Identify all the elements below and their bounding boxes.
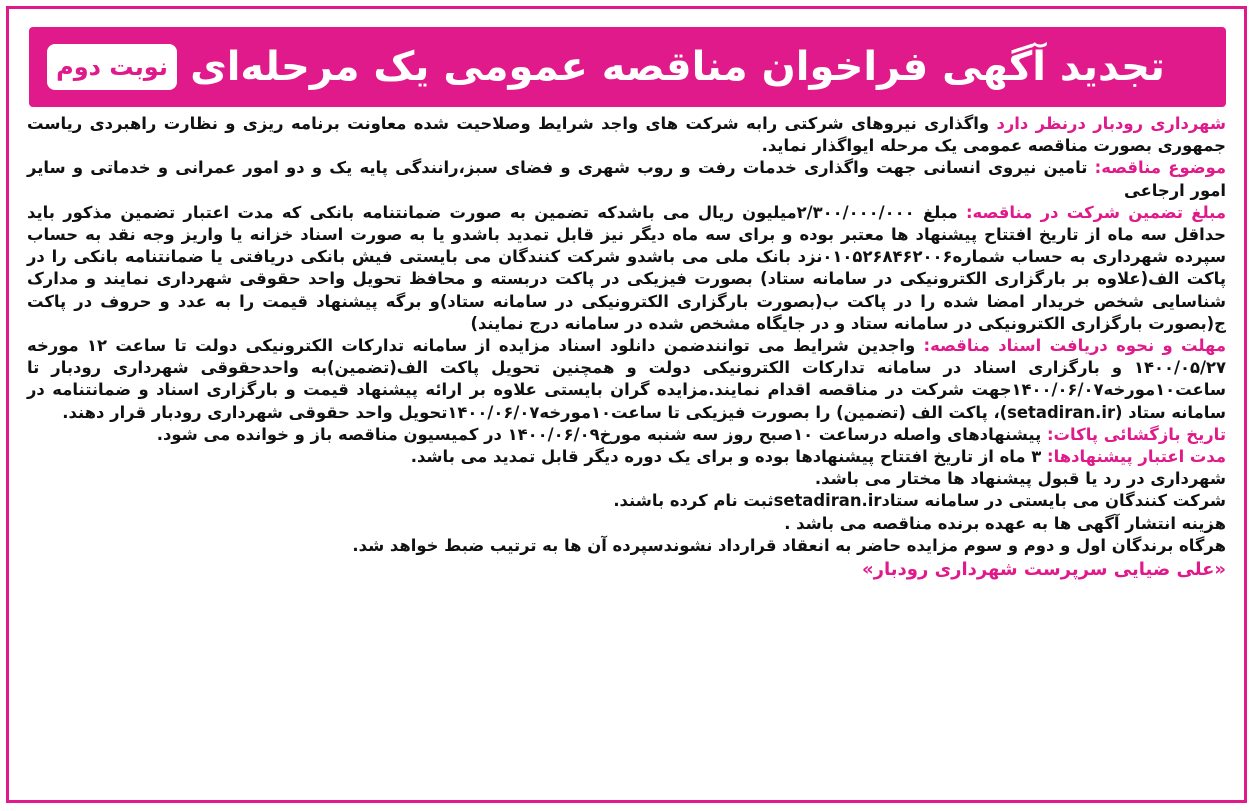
advertisement-frame [6,6,1247,803]
intro-paragraph [27,113,1226,157]
guarantee-label: مبلغ تضمین شرکت در مناقصه: [965,202,1227,222]
subject-label: موضوع مناقصه: [1094,158,1226,178]
documents-paragraph [27,335,1226,424]
page-title: تجدید آگهی فراخوان مناقصه عمومی یک مرحله‌ای [190,44,1165,90]
subject-text: تامین نیروی انسانی جهت واگذاری خدمات رفت و روب شهری و فضای سبز،رانندگی پایه یک و دو امور عمرانی و خدماتی و سایر امور ارجاعی [27,158,1226,200]
guarantee-paragraph [27,202,1226,335]
note-line: هزینه انتشار آگهی ها به عهده برنده مناقصه می باشد . [784,513,1226,533]
opening-label: تاریخ بازگشائی پاکات: [1047,424,1226,444]
note-line: شرکت کنندگان می بایستی در سامانه ستادsetadiran.irثبت نام کرده باشند. [613,491,1226,511]
intro-label: شهرداری رودبار درنظر دارد [996,114,1226,133]
documents-text: واجدین شرایط می توانندضمن دانلود اسناد مزایده از سامانه تدارکات الکترونیکی دولت تا ساعت ۱۲ مورخه ۱۴۰۰/۰۵/۲۷ و بارگزاری اسناد در سامانه تدارکات الکترونیکی دولت و همچنین تحویل پاکت الف(تضمین)به واحدحقوقی شهرداری رودبار تا ساعت۱۰مورخه۱۴۰۰/۰۶/۰۷جهت شرکت در مناقصه اقدام نمایند.مزایده گران بایستی علاوه بر ارائه پیشنهاد قیمت و بارگزاری اسناد و ضمانتنامه در سامانه ستاد (setadiran.ir)، پاکت الف (تضمین) را بصورت فیزیکی تا ساعت۱۰مورخه۱۴۰۰/۰۶/۰۷تحویل واحد حقوقی شهرداری رودبار قرار دهند. [27,336,1226,422]
validity-paragraph [27,446,1226,468]
note-line: شهرداری در رد یا قبول پیشنهاد ها مختار می باشد. [814,469,1226,489]
validity-label: مدت اعتبار پیشنهادها: [1047,447,1226,467]
round-badge: نوبت دوم [47,44,177,90]
intro-text: واگذاری نیروهای شرکتی رابه شرکت های واجد شرایط وصلاحیت شده معاونت برنامه ریزی و نظارت راهبردی ریاست جمهوری بصورت مناقصه عمومی یک مرحله ایواگذار نماید. [27,114,1226,156]
validity-text: ۳ ماه از تاریخ افتتاح پیشنهادها بوده و برای یک دوره دیگر قابل تمدید می باشد. [410,447,1048,467]
signature: «علی ضیایی سرپرست شهرداری رودبار» [862,559,1226,581]
guarantee-text: مبلغ ۲/۳۰۰/۰۰۰/۰۰۰میلیون ریال می باشدکه تضمین به صورت ضمانتنامه بانکی که مدت اعتبار تضمین مذکور باید حداقل سه ماه از تاریخ افتتاح پیشنهاد ها معتبر بوده و برای سه ماه دیگر نیز قابل تمدید باشدو یا به صورت اسناد خزانه یا واریز وجه نقد به حساب سپرده شهرداری به حساب شماره۰۱۰۵۲۶۸۴۶۲۰۰۶نزد بانک ملی می باشدو شرکت کنندگان می بایستی فیش بانکی دریافتی یا ضمانتنامه بانکی را در پاکت الف(علاوه بر بارگزاری الکترونیکی در سامانه ستاد) بصورت فیزیکی در پاکت دربسته و محافظ تحویل واحد حقوقی شهرداری نمایند و مدارک شناسایی شخص خریدار امضا شده را در پاکت ب(بصورت بارگزاری الکترونیکی در سامانه ستاد)و برگه پیشنهاد قیمت را به عدد و حروف در پاکت ج(بصورت بارگزاری الکترونیکی در سامانه ستاد و در جایگاه مشخص شده در سامانه درج نمایند) [27,202,1227,333]
subject-paragraph [27,157,1226,201]
opening-text: پیشنهادهای واصله درساعت ۱۰صبح روز سه شنبه مورخ۱۴۰۰/۰۶/۰۹ در کمیسیون مناقصه باز و خوانده می شود. [156,424,1047,444]
documents-label: مهلت و نحوه دریافت اسناد مناقصه: [923,336,1226,356]
announcement-body [27,113,1226,583]
opening-paragraph [27,424,1226,446]
note-line: هرگاه برندگان اول و دوم و سوم مزایده حاضر به انعقاد قرارداد نشوندسپرده آن ها به ترتیب ضبط خواهد شد. [352,535,1226,555]
title-banner [29,27,1226,107]
